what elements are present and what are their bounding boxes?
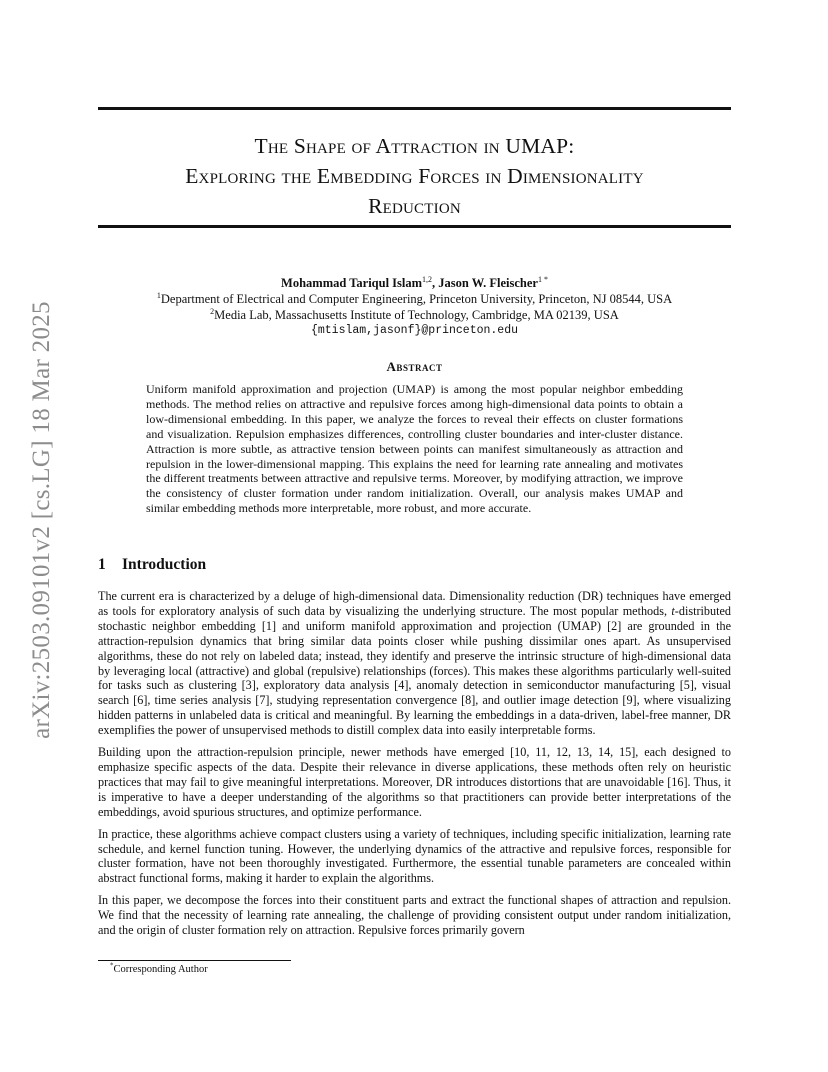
author-2-affiliation-mark: 1 * (537, 274, 548, 284)
title-top-rule (98, 107, 731, 110)
affiliation-2-mark: 2 (210, 306, 215, 316)
paragraph-1-lead: The current era is characterized by a deluge of high-dimensional data. Dimensionality reduction (DR) techniques have emerged as tools for exploratory analysis of such data by visualizing the underlying structure. The most popular methods, (98, 589, 731, 618)
affiliation-1-text: Department of Electrical and Computer Engineering, Princeton University, Princeton, NJ 08544, USA (160, 292, 673, 306)
affiliation-1 (98, 291, 731, 307)
author-block (98, 275, 731, 339)
paragraph-1 (98, 589, 731, 738)
section-title-text: Introduction (122, 556, 207, 573)
abstract-heading: Abstract (386, 359, 443, 374)
arxiv-identifier-text: arXiv:2503.09101v2 [cs.LG] 18 Mar 2025 (28, 301, 55, 739)
paragraph-3: In practice, these algorithms achieve compact clusters using a variety of techniques, including specific initialization, learning rate schedule, and kernel function tuning. However, the underlying dynamics of the attractive and repulsive forces, responsible for cluster formation, have not been thoroughly investigated. Furthermore, the essential tunable parameters are concealed within abstract functional forms, making it harder to explain the algorithms. (98, 826, 731, 886)
paper-title (98, 131, 731, 221)
title-line-2: Exploring the Embedding Forces in Dimensionality (185, 164, 644, 188)
affiliation-2 (98, 307, 731, 323)
author-names: Mohammad Tariqul Islam$^{1,2}$, Jason W. Fleischer$^{1 *}$ (281, 274, 548, 290)
title-line-1: The Shape of Attraction in UMAP: (254, 134, 575, 158)
introduction-body (98, 589, 731, 945)
footnote (110, 961, 208, 975)
author-2-name: Jason W. Fleischer (438, 276, 538, 290)
footnote-rule (98, 960, 291, 961)
section-number: 1 (98, 556, 106, 573)
footnote-text: Corresponding Author (113, 964, 208, 975)
paragraph-2: Building upon the attraction-repulsion principle, newer methods have emerged [10, 11, 12, 13, 14, 15], each designed to emphasize specific aspects of the data. Despite their relevance in diverse applications, these methods often rely on heuristic practices that may fail to give meaningful interpretations. Moreover, DR introduces distortions that are unavoidable [16]. Thus, it is imperative to have a deeper understanding of the algorithms so that practitioners can provide better interpretations of the embeddings, avoid spurious structures, and optimize performance. (98, 745, 731, 819)
paragraph-1-italic-t: t (671, 603, 675, 618)
paragraph-4: In this paper, we decompose the forces into their constituent parts and extract the functional shapes of attraction and repulsion. We find that the necessity of learning rate annealing, the challenge of providing consistent output under random initialization, and the origin of cluster formation rely on attraction. Repulsive forces primarily govern (98, 893, 731, 938)
title-line-3: Reduction (368, 194, 461, 218)
affiliation-1-mark: 1 (156, 290, 161, 300)
section-heading-introduction (98, 556, 206, 574)
title-bottom-rule (98, 225, 731, 228)
footnote-mark: * (110, 961, 114, 970)
affiliation-2-text: Media Lab, Massachusetts Institute of Technology, Cambridge, MA 02139, USA (214, 308, 619, 322)
abstract-text: Uniform manifold approximation and projection (UMAP) is among the most popular neighbor embedding methods. The method relies on attractive and repulsive forces among high-dimensional data points to obtain a low-dimensional embedding. In this paper, we analyze the forces to reveal their effects on cluster formations and visualization. Repulsion emphasizes differences, controlling cluster boundaries and inter-cluster distance. Attraction is more subtle, as attractive tension between points can manifest simultaneously as attraction and repulsion in the lower-dimensional mapping. This explains the need for learning rate annealing and motivates the different treatments between attractive and repulsive terms. Moreover, by modifying attraction, we improve the consistency of cluster formation under random initialization. Overall, our analysis makes UMAP and similar embedding methods more interpretable, more robust, and more accurate. (146, 382, 683, 516)
author-1-name: Mohammad Tariqul Islam (281, 276, 423, 290)
author-email[interactable]: {mtislam,jasonf}@princeton.edu (310, 324, 519, 337)
paragraph-1-rest: -distributed stochastic neighbor embedding [1] and uniform manifold approximation and projection (UMAP) [2] are grounded in the attraction-repulsion dynamics that bring similar data points closer while pushing dissimilar ones apart. As unsupervised algorithms, these do not rely on labeled data; instead, they identify and preserve the intrinsic structure of high-dimensional data by leveraging local (attractive) and global (repulsive) relationships (forces). This makes these algorithms particularly well-suited for tasks such as clustering [3], exploratory data analysis [4], anomaly detection in semiconductor manufacturing [5], visual search [6], time series analysis [7], studying representation convergence [8], and outlier image detection [9], where visualizing hidden patterns in unlabeled data is critical and meaningful. By learning the embeddings in a data-driven, label-free manner, DR exemplifies the power of unsupervised methods to distill complex data into easily interpretable forms. (98, 603, 731, 738)
author-1-affiliation-mark: 1,2 (422, 274, 433, 284)
